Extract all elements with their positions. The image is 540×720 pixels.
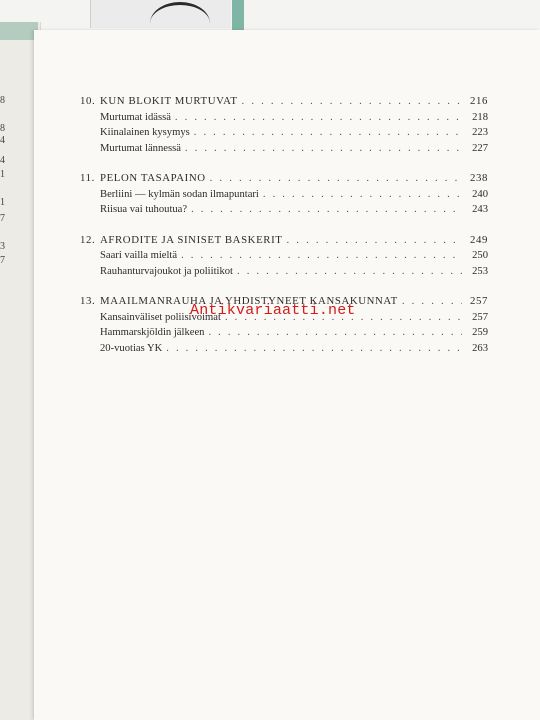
page-number: 259: [472, 327, 488, 338]
toc-chapter: [80, 171, 488, 218]
page-number: 238: [470, 172, 488, 184]
previous-page-green-tab: [0, 22, 38, 40]
toc-chapter-row: [80, 233, 488, 249]
toc-section-row: [80, 202, 488, 218]
chapter-number: 12.: [80, 233, 96, 246]
section-title: Rauhanturvajoukot ja poliitikot: [100, 265, 233, 277]
toc-section-row: [80, 110, 488, 126]
chapter-number: 13.: [80, 295, 96, 307]
page-number: 253: [472, 265, 488, 277]
section-title: Kansainväliset poliisivoimat: [100, 311, 221, 323]
previous-page-mark: 4: [0, 155, 5, 166]
previous-page-mark: 1: [0, 197, 5, 208]
dot-leader: [263, 187, 462, 203]
page-number: 249: [470, 233, 488, 246]
toc-section-row: [80, 264, 488, 280]
chapter-title: KUN BLOKIT MURTUVAT: [100, 95, 238, 107]
toc-section-row: [80, 125, 488, 141]
toc-section-row: [80, 248, 488, 264]
previous-page-mark: 4: [0, 135, 5, 146]
chapter-title: AFRODITE JA SINISET BASKERIT: [100, 233, 283, 246]
section-title: Riisua vai tuhoutua?: [100, 204, 188, 215]
toc-section-row: [80, 141, 488, 157]
dot-leader: [181, 248, 462, 264]
dot-leader: [194, 125, 462, 141]
page-number: 227: [472, 142, 488, 154]
toc-chapter-row: [80, 94, 488, 110]
dot-leader: [175, 110, 462, 126]
table-of-contents: [80, 94, 488, 371]
section-title: Saari vailla mieltä: [100, 250, 178, 261]
dot-leader: [185, 141, 462, 157]
section-title: Murtumat lännessä: [100, 142, 181, 154]
page-number: 240: [472, 188, 488, 200]
page-number: 257: [472, 311, 488, 323]
toc-chapter: [80, 94, 488, 156]
watermark-text: Antikvariaatti.net: [190, 302, 356, 319]
section-title: 20-vuotias YK: [100, 342, 163, 354]
page-number: 216: [470, 95, 488, 107]
page-number: 263: [472, 342, 488, 354]
page-number: 223: [472, 127, 488, 138]
previous-page-mark: 1: [0, 169, 5, 180]
toc-section-row: [80, 325, 488, 341]
background-green-cover: [232, 0, 244, 30]
toc-chapter: [80, 233, 488, 280]
toc-section-row: [80, 341, 488, 357]
section-title: Murtumat idässä: [100, 111, 171, 123]
page-number: 243: [472, 204, 488, 215]
previous-page-mark: 3: [0, 241, 5, 252]
dot-leader: [208, 325, 462, 341]
section-title: Kiinalainen kysymys: [100, 127, 190, 138]
dot-leader: [166, 341, 462, 357]
chapter-number: 10.: [80, 95, 96, 107]
dot-leader: [402, 294, 462, 310]
previous-page-mark: 7: [0, 213, 5, 224]
book-page: [34, 30, 540, 720]
chapter-title: PELON TASAPAINO: [100, 172, 206, 184]
previous-page-mark: 7: [0, 255, 5, 266]
toc-chapter-row: [80, 171, 488, 187]
dot-leader: [210, 171, 462, 187]
page-number: 218: [472, 111, 488, 123]
dot-leader: [191, 202, 462, 218]
dot-leader: [286, 233, 462, 249]
page-number: 250: [472, 250, 488, 261]
toc-section-row: [80, 187, 488, 203]
dot-leader: [237, 264, 462, 280]
previous-page-mark: 8: [0, 95, 5, 106]
section-title: Berliini — kylmän sodan ilmapuntari: [100, 188, 259, 200]
page-number: 257: [470, 295, 488, 307]
chapter-title: MAAILMANRAUHA JA YHDISTYNEET KANSAKUNNAT: [100, 295, 398, 307]
chapter-number: 11.: [80, 172, 95, 184]
section-title: Hammarskjöldin jälkeen: [100, 327, 205, 338]
previous-page-mark: 8: [0, 123, 5, 134]
dot-leader: [242, 94, 462, 110]
